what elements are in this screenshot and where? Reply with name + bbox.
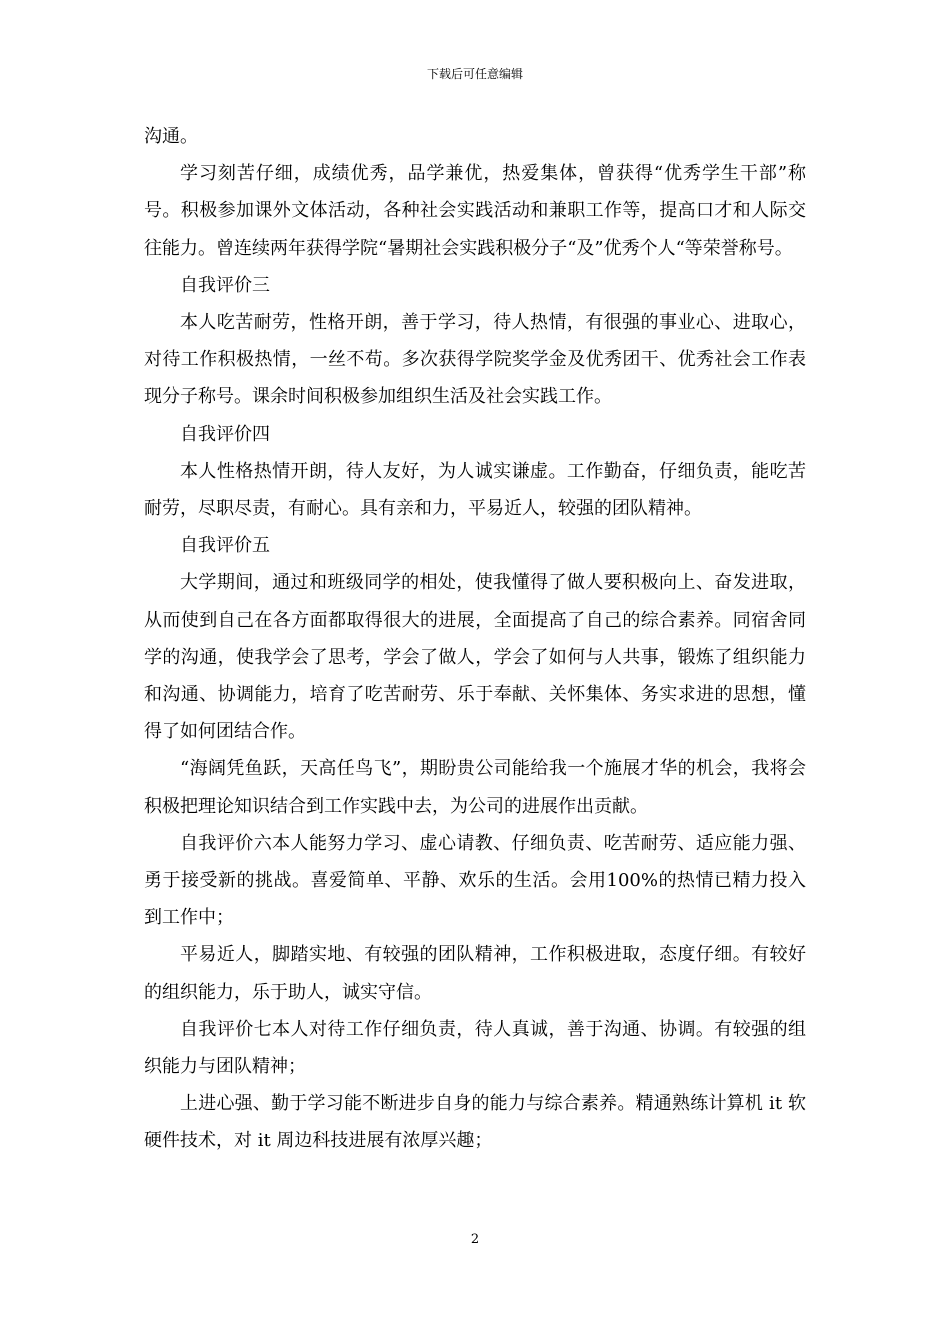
paragraph-evaluation-7-cont: 上进心强、勤于学习能不断进步自身的能力与综合素养。精通熟练计算机 it 软硬件技术，对 it 周边科技进展有浓厚兴趣； bbox=[144, 1093, 806, 1152]
section-heading-5: 自我评价五 bbox=[180, 535, 270, 557]
paragraph-study: 学习刻苦仔细，成绩优秀，品学兼优，热爱集体，曾获得“优秀学生干部”称号。积极参加课外文体活动，各种社会实践活动和兼职工作等，提高口才和人际交往能力。曾连续两年获得学院“暑期社会实践积极分子“及”优秀个人“等荣誉称号。 bbox=[144, 163, 806, 259]
paragraph-evaluation-5: 大学期间，通过和班级同学的相处，使我懂得了做人要积极向上、奋发进取，从而使到自己在各方面都取得很大的进展，全面提高了自己的综合素养。同宿舍同学的沟通，使我学会了思考，学会了做人，学会了如何与人共事，锻炼了组织能力和沟通、协调能力，培育了吃苦耐劳、乐于奉献、关怀集体、务实求进的思想，懂得了如何团结合作。 bbox=[144, 572, 806, 743]
paragraph-evaluation-3: 本人吃苦耐劳，性格开朗，善于学习，待人热情，有很强的事业心、进取心，对待工作积极热情，一丝不苟。多次获得学院奖学金及优秀团干、优秀社会工作表现分子称号。课余时间积极参加组织生活及社会实践工作。 bbox=[144, 312, 806, 408]
paragraph-evaluation-6-cont: 平易近人，脚踏实地、有较强的团队精神，工作积极进取，态度仔细。有较好的组织能力，乐于助人，诚实守信。 bbox=[144, 944, 806, 1003]
paragraph-evaluation-7: 自我评价七本人对待工作仔细负责，待人真诚，善于沟通、协调。有较强的组织能力与团队精神； bbox=[144, 1018, 806, 1078]
page-header: 下载后可任意编辑 bbox=[426, 67, 523, 81]
paragraph-evaluation-6: 自我评价六本人能努力学习、虚心请教、仔细负责、吃苦耐劳、适应能力强、勇于接受新的挑战。喜爱简单、平静、欢乐的生活。会用100%的热情已精力投入到工作中； bbox=[144, 832, 806, 929]
paragraph-quote: “海阔凭鱼跃，天高任鸟飞”，期盼贵公司能给我一个施展才华的机会，我将会积极把理论知识结合到工作实践中去，为公司的进展作出贡献。 bbox=[144, 758, 806, 817]
section-heading-3: 自我评价三 bbox=[180, 274, 270, 296]
document-body bbox=[144, 118, 806, 1160]
paragraph-continuation: 沟通。 bbox=[144, 126, 198, 147]
section-heading-4: 自我评价四 bbox=[180, 423, 270, 445]
page-number: 2 bbox=[470, 1232, 480, 1247]
paragraph-evaluation-4: 本人性格热情开朗，待人友好，为人诚实谦虚。工作勤奋，仔细负责，能吃苦耐劳，尽职尽责，有耐心。具有亲和力，平易近人，较强的团队精神。 bbox=[144, 460, 806, 520]
